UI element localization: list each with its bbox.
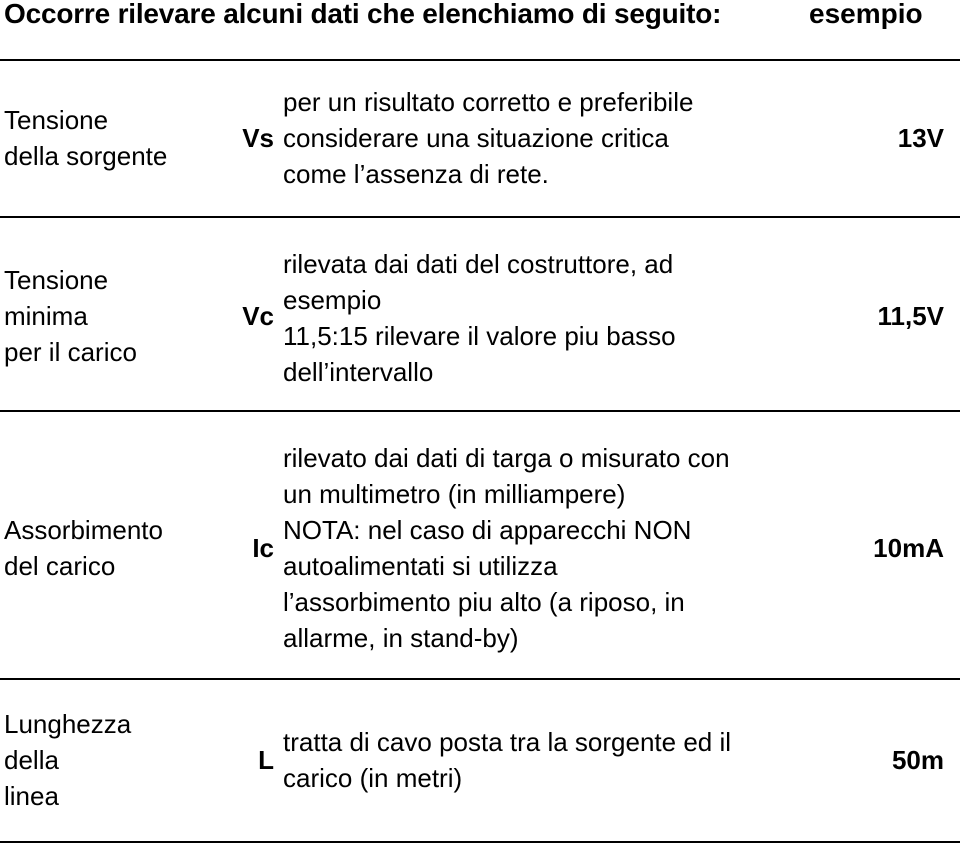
row-description: rilevato dai dati di targa o misurato con un multimetro (in milliampere) NOTA: nel caso di apparecchi NON autoalimentati si utilizza l’assorbimento piu alto (a riposo, in allarme, in stand-by) [283,443,730,653]
divider [0,410,960,412]
divider [0,841,960,843]
row-description: per un risultato corretto e preferibile considerare una situazione critica come l’assenza di rete. [283,87,694,189]
row-symbol: Ic [252,533,274,563]
row-value: 50m [891,745,944,775]
row-symbol: L [258,745,274,775]
row-symbol: Vc [242,301,274,331]
row-label: Lunghezza della linea [4,709,132,811]
row-symbol: Vs [242,123,274,153]
row-value: 13V [897,123,944,153]
row-label: Tensione della sorgente [4,105,168,171]
row-value: 11,5V [877,301,944,331]
divider [0,216,960,218]
page-title: Occorre rilevare alcuni dati che elenchiamo di seguito: [4,0,722,29]
row-value: 10mA [873,533,944,563]
divider [0,678,960,680]
example-column-header: esempio [809,0,923,29]
row-label: Tensione minima per il carico [4,265,137,367]
row-label: Assorbimento del carico [4,515,163,581]
row-description: rilevata dai dati del costruttore, ad esempio 11,5:15 rilevare il valore piu basso dell’intervallo [283,249,676,387]
row-description: tratta di cavo posta tra la sorgente ed il carico (in metri) [283,727,732,793]
divider [0,59,960,61]
